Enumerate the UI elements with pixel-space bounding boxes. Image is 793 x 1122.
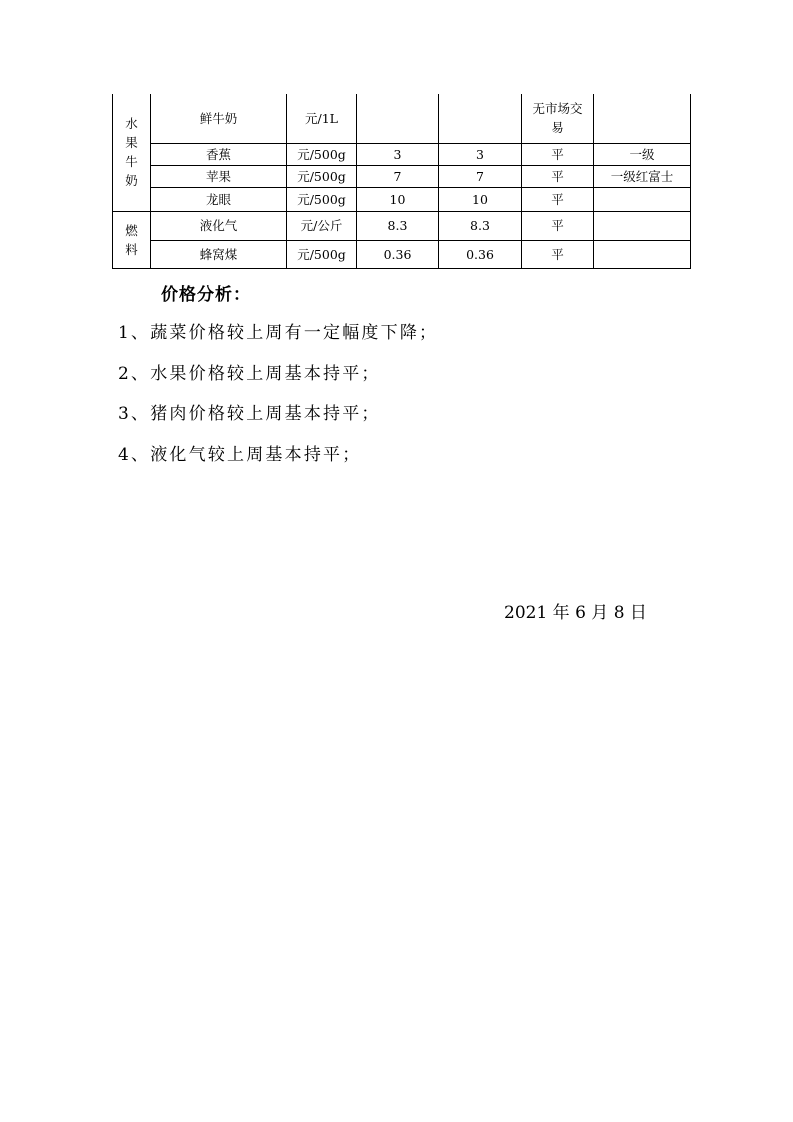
this-week-price	[439, 94, 522, 143]
trend-cell: 无市场交 易	[522, 94, 594, 143]
item-unit: 元/500g	[287, 240, 357, 268]
note-cell	[594, 240, 691, 268]
item-unit: 元/500g	[287, 143, 357, 165]
last-week-price: 10	[357, 187, 439, 211]
analysis-title: 价格分析：	[161, 285, 251, 305]
note-cell: 一级	[594, 143, 691, 165]
analysis-item: 1、蔬菜价格较上周有一定幅度下降；	[118, 323, 439, 343]
this-week-price: 0.36	[439, 240, 522, 268]
item-name: 液化气	[151, 211, 287, 240]
item-name: 苹果	[151, 165, 287, 187]
note-cell	[594, 187, 691, 211]
table-row	[113, 187, 691, 211]
category-cell-fruit-milk: 水 果 牛 奶	[113, 94, 151, 211]
item-name: 龙眼	[151, 187, 287, 211]
analysis-item: 4、液化气较上周基本持平；	[118, 445, 362, 465]
analysis-item: 3、猪肉价格较上周基本持平；	[118, 404, 381, 424]
last-week-price	[357, 94, 439, 143]
table-row	[113, 165, 691, 187]
item-name: 鲜牛奶	[151, 94, 287, 143]
table-row	[113, 240, 691, 268]
last-week-price: 0.36	[357, 240, 439, 268]
this-week-price: 10	[439, 187, 522, 211]
note-cell	[594, 211, 691, 240]
trend-cell: 平	[522, 187, 594, 211]
trend-cell: 平	[522, 211, 594, 240]
report-date: 2021 年 6 月 8 日	[504, 603, 647, 623]
price-table	[112, 94, 691, 269]
last-week-price: 3	[357, 143, 439, 165]
this-week-price: 3	[439, 143, 522, 165]
last-week-price: 8.3	[357, 211, 439, 240]
trend-cell: 平	[522, 240, 594, 268]
note-cell	[594, 94, 691, 143]
item-name: 香蕉	[151, 143, 287, 165]
trend-cell: 平	[522, 165, 594, 187]
last-week-price: 7	[357, 165, 439, 187]
category-cell-fuel: 燃 料	[113, 211, 151, 268]
this-week-price: 7	[439, 165, 522, 187]
item-unit: 元/1L	[287, 94, 357, 143]
table-row	[113, 94, 691, 143]
this-week-price: 8.3	[439, 211, 522, 240]
trend-cell: 平	[522, 143, 594, 165]
item-unit: 元/500g	[287, 187, 357, 211]
item-name: 蜂窝煤	[151, 240, 287, 268]
note-cell: 一级红富士	[594, 165, 691, 187]
analysis-item: 2、水果价格较上周基本持平；	[118, 364, 381, 384]
item-unit: 元/500g	[287, 165, 357, 187]
table-row	[113, 143, 691, 165]
item-unit: 元/公斤	[287, 211, 357, 240]
table-row	[113, 211, 691, 240]
